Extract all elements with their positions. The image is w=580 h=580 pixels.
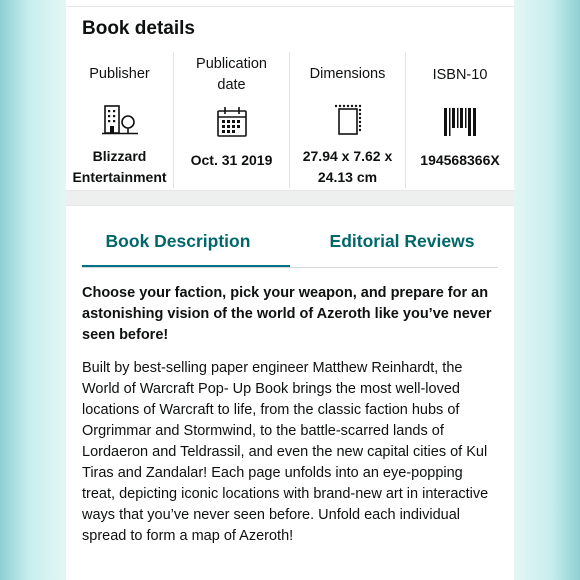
detail-value: Oct. 31 2019 bbox=[190, 152, 273, 168]
book-details-card bbox=[66, 0, 514, 580]
details-row bbox=[66, 52, 514, 188]
section-separator bbox=[66, 190, 514, 206]
tab-editorial-reviews[interactable]: Editorial Reviews bbox=[329, 230, 475, 251]
tabs-divider bbox=[82, 267, 498, 268]
detail-value: 27.94 x 7.62 x 24.13 cm bbox=[302, 148, 393, 185]
description-lead: Choose your faction, pick your weapon, and prepare for an astonishing vision of the world of Azeroth like you’ve never seen before! bbox=[82, 285, 492, 343]
detail-label: ISBN-10 bbox=[432, 66, 488, 83]
description-tabs bbox=[66, 214, 514, 268]
top-divider bbox=[66, 0, 514, 7]
description-body: Built by best-selling paper engineer Matthew Reinhardt, the World of Warcraft Pop- Up Book brings the most well-loved locations of Warcraft to life, from the classic faction hubs of Orgrimmar and Stormwind, to the battle-scarred lands of Lordaeron and Teldrassil, and even the new capital cities of Kul Tiras and Zandalar! Each page unfolds into an eye-popping treat, depicting iconic locations with brand-new art in interactive ways that you’ve never seen before. Unfold each individual spread to form a map of Azeroth! bbox=[82, 360, 489, 544]
detail-value: Blizzard Entertainment bbox=[72, 148, 167, 185]
detail-dimensions bbox=[290, 52, 406, 188]
detail-value: 194568366X bbox=[420, 152, 500, 168]
tab-book-description[interactable]: Book Description bbox=[66, 214, 290, 268]
section-title: Book details bbox=[82, 18, 195, 39]
calendar-icon bbox=[216, 98, 248, 146]
detail-isbn-10 bbox=[406, 52, 514, 188]
dimensions-icon bbox=[333, 96, 363, 142]
detail-label: Publisher bbox=[89, 65, 150, 82]
detail-label: Publication date bbox=[196, 56, 267, 93]
building-icon bbox=[102, 96, 138, 142]
detail-label: Dimensions bbox=[309, 65, 386, 82]
detail-publication-date bbox=[174, 52, 290, 188]
barcode-icon bbox=[443, 98, 477, 146]
book-description bbox=[82, 283, 498, 547]
detail-publisher bbox=[66, 52, 174, 188]
